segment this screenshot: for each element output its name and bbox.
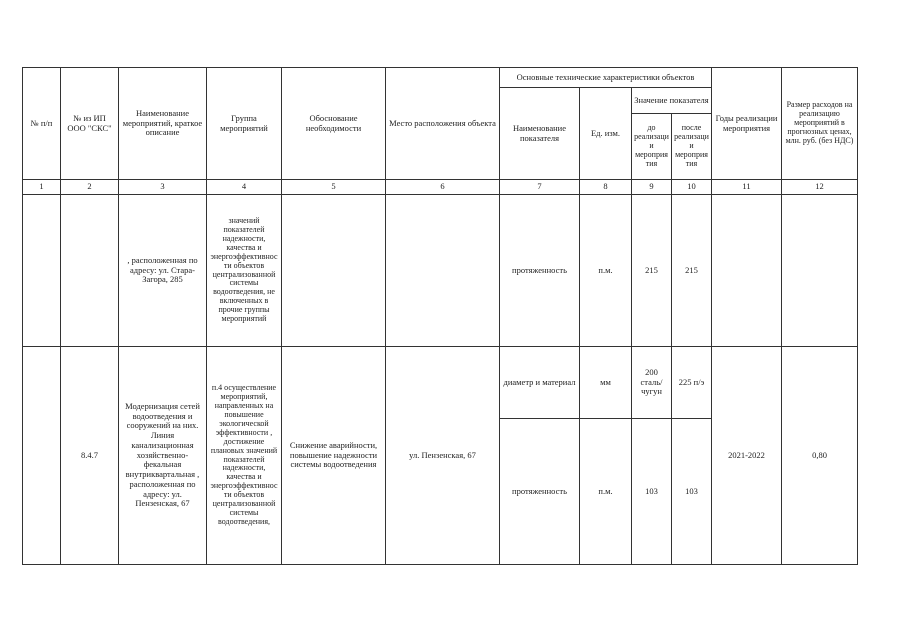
indicator-cell: диаметр и материал — [500, 347, 580, 419]
investment-program-table — [22, 67, 858, 565]
group-cell: значений показателей надежности, качества и энергоэффективности объектов централизованной системы водоотведения, не включенных в прочие группы мероприятий — [207, 195, 282, 347]
header-cost: Размер расходов на реализацию мероприятий в прогнозных ценах, млн. руб. (без НДС) — [782, 68, 858, 180]
indicator-cell: протяженность — [500, 195, 580, 347]
column-number: 3 — [119, 180, 207, 195]
column-number: 2 — [61, 180, 119, 195]
header-unit: Ед. изм. — [580, 88, 632, 180]
header-location: Место расположения объекта — [386, 68, 500, 180]
header-justification: Обоснование необходимости — [282, 68, 386, 180]
description-cell: Модернизация сетей водоотведения и сооружений на них. Линия канализационная хозяйственно-фекальная внутриквартальная , расположенная по адресу: ул. Пензенская, 67 — [119, 347, 207, 565]
value-before-cell: 103 — [632, 419, 672, 565]
column-numbers-row — [23, 180, 858, 195]
cost-cell — [782, 195, 858, 347]
table-row — [23, 195, 858, 347]
value-after-cell: 215 — [672, 195, 712, 347]
value-after-cell: 225 п/э — [672, 347, 712, 419]
header-indicator-name: Наименование показателя — [500, 88, 580, 180]
unit-cell: п.м. — [580, 195, 632, 347]
row-number-cell — [23, 195, 61, 347]
table-row — [23, 347, 858, 419]
description-cell: , расположенная по адресу: ул. Стара-Загора, 285 — [119, 195, 207, 347]
header-value-before: до реализации мероприятия — [632, 114, 672, 180]
header-value-after: после реализации мероприятия — [672, 114, 712, 180]
location-cell: ул. Пензенская, 67 — [386, 347, 500, 565]
column-number: 10 — [672, 180, 712, 195]
header-group: Группа мероприятий — [207, 68, 282, 180]
location-cell — [386, 195, 500, 347]
indicator-cell: протяженность — [500, 419, 580, 565]
column-number: 11 — [712, 180, 782, 195]
column-number: 6 — [386, 180, 500, 195]
header-description: Наименование мероприятий, краткое описание — [119, 68, 207, 180]
ip-number-cell — [61, 195, 119, 347]
header-row-number: № п/п — [23, 68, 61, 180]
justification-cell: Снижение аварийности, повышение надежности системы водоотведения — [282, 347, 386, 565]
justification-cell — [282, 195, 386, 347]
column-number: 5 — [282, 180, 386, 195]
column-number: 7 — [500, 180, 580, 195]
row-number-cell — [23, 347, 61, 565]
value-after-cell: 103 — [672, 419, 712, 565]
group-cell: п.4 осуществление мероприятий, направленных на повышение экологической эффективности , достижение плановых значений показателей надежности, качества и энергоэффективности объектов централизованной системы водоотведения, — [207, 347, 282, 565]
header-indicator-value: Значение показателя — [632, 88, 712, 114]
column-number: 4 — [207, 180, 282, 195]
header-years: Годы реализации мероприятия — [712, 68, 782, 180]
column-number: 8 — [580, 180, 632, 195]
years-cell — [712, 195, 782, 347]
header-ip-number: № из ИП ООО "СКС" — [61, 68, 119, 180]
value-before-cell: 215 — [632, 195, 672, 347]
header-row — [23, 68, 858, 88]
years-cell: 2021-2022 — [712, 347, 782, 565]
column-number: 9 — [632, 180, 672, 195]
value-before-cell: 200 сталь/чугун — [632, 347, 672, 419]
header-tech-characteristics: Основные технические характеристики объектов — [500, 68, 712, 88]
column-number: 12 — [782, 180, 858, 195]
cost-cell: 0,80 — [782, 347, 858, 565]
column-number: 1 — [23, 180, 61, 195]
ip-number-cell: 8.4.7 — [61, 347, 119, 565]
unit-cell: мм — [580, 347, 632, 419]
unit-cell: п.м. — [580, 419, 632, 565]
